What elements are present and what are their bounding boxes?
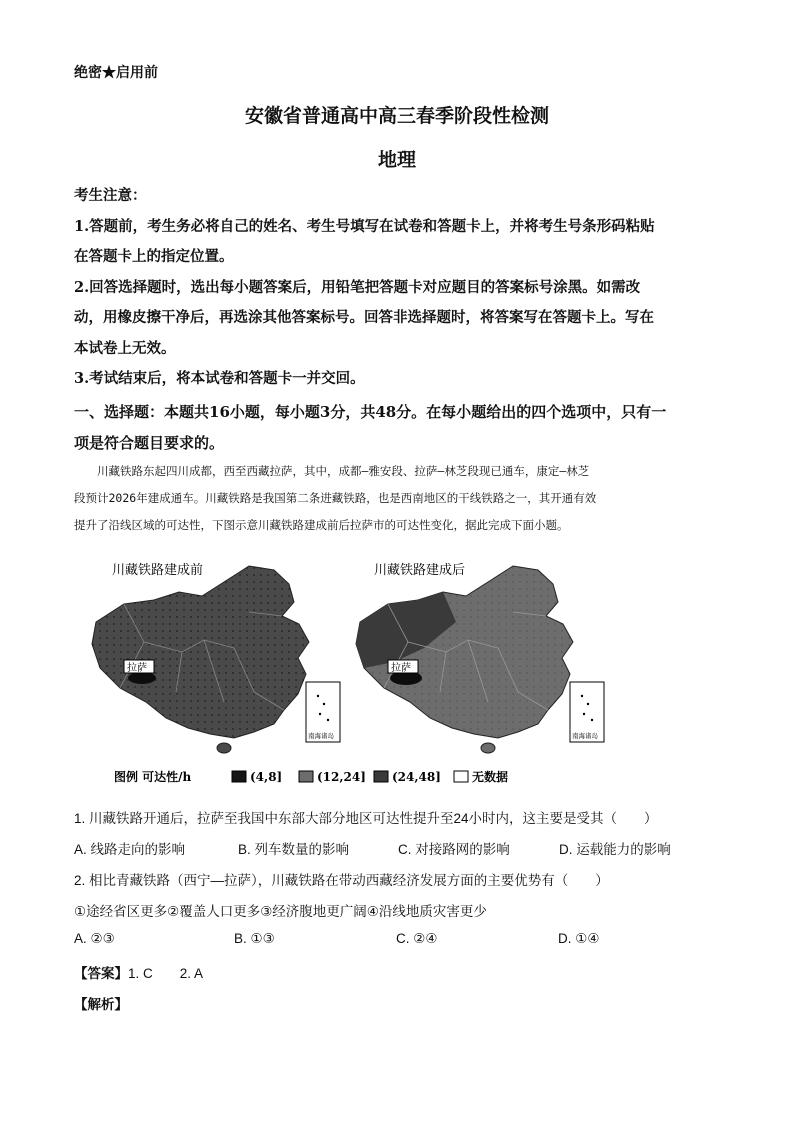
- hainan-after: [481, 743, 495, 753]
- accessibility-map-figure: [84, 552, 644, 792]
- question-2-statements: ①途经省区更多②覆盖人口更多③经济腹地更广阔④沿线地质灾害更少: [74, 904, 487, 919]
- subject-title: 地理: [377, 149, 416, 171]
- inset-dot: [591, 719, 593, 721]
- map-after: [356, 562, 604, 753]
- inset-label-before: 南海诸岛: [308, 732, 334, 740]
- map-legend: [114, 769, 508, 784]
- legend-swatch-24-48: [374, 771, 388, 782]
- map-before-title: 川藏铁路建成前: [112, 563, 204, 578]
- legend-label-no-data: 无数据: [472, 770, 509, 784]
- inset-dot: [583, 713, 585, 715]
- question-2-option-b[interactable]: B. ①③: [234, 931, 275, 946]
- analysis-line: [74, 993, 128, 1013]
- answer-text: 1. C 2. A: [128, 966, 204, 981]
- question-2-option-a[interactable]: A. ②③: [74, 931, 115, 946]
- notes-line: 3.考试结束后，将本试卷和答题卡一并交回。: [74, 370, 365, 387]
- hainan-before: [217, 743, 231, 753]
- map-texture-before: [92, 566, 309, 738]
- inset-dot: [587, 703, 589, 705]
- section-line: 项是符合题目要求的。: [74, 433, 225, 452]
- exam-notes: [74, 181, 724, 395]
- legend-prefix: 图例 可达性/h: [114, 770, 192, 784]
- inset-dot: [317, 695, 319, 697]
- map-figure-svg: [84, 552, 644, 792]
- notes-line: 2.回答选择题时，选出每小题答案后，用铅笔把答题卡对应题目的答案标号涂黑。如需改: [74, 278, 641, 296]
- section-line: 一、选择题：本题共16小题，每小题3分，共48分。在每小题给出的四个选项中，只有一: [74, 403, 667, 421]
- exam-title: 安徽省普通高中高三春季阶段性检测: [244, 105, 549, 127]
- city-label-after: 拉萨: [391, 663, 411, 674]
- map-before: [92, 562, 340, 753]
- answer-tag: 【答案】: [74, 966, 128, 981]
- question-1-option-b[interactable]: B. 列车数量的影响: [238, 842, 350, 857]
- notes-line: 在答题卡上的指定位置。: [74, 248, 234, 265]
- inset-dot: [327, 719, 329, 721]
- legend-swatch-4-8: [232, 771, 246, 782]
- passage-line: 提升了沿线区域的可达性，下图示意川藏铁路建成前后拉萨市的可达性变化，据此完成下面小题。: [74, 518, 569, 532]
- legend-label-4-8: (4,8]: [250, 770, 283, 784]
- inset-dot: [323, 703, 325, 705]
- question-1-option-d[interactable]: D. 运载能力的影响: [559, 842, 671, 857]
- answer-line: [74, 962, 203, 982]
- notes-line: 本试卷上无效。: [74, 339, 176, 357]
- notes-heading: 考生注意：: [74, 187, 147, 204]
- question-2-stem: 2. 相比青藏铁路（西宁—拉萨），川藏铁路在带动西藏经济发展方面的主要优势有（ ）: [74, 873, 609, 888]
- inset-dot: [581, 695, 583, 697]
- question-2-option-c[interactable]: C. ②④: [396, 931, 438, 946]
- legend-swatch-12-24: [299, 771, 313, 782]
- passage-line: 川藏铁路东起四川成都，西至西藏拉萨，其中，成都—雅安段、拉萨—林芝段现已通车，康定—林芝: [74, 464, 590, 478]
- reading-passage: [74, 458, 724, 539]
- analysis-tag: 【解析】: [74, 997, 128, 1012]
- question-1-option-a[interactable]: A. 线路走向的影响: [74, 842, 186, 857]
- legend-label-24-48: (24,48]: [392, 770, 441, 784]
- inset-label-after: 南海诸岛: [572, 732, 598, 740]
- map-after-title: 川藏铁路建成后: [374, 563, 466, 578]
- legend-label-12-24: (12,24]: [317, 770, 366, 784]
- inset-dot: [319, 713, 321, 715]
- section-heading: [74, 397, 724, 458]
- legend-swatch-no-data: [454, 771, 468, 782]
- notes-line: 动，用橡皮擦干净后，再选涂其他答案标号。回答非选择题时，将答案写在答题卡上。写在: [74, 309, 654, 326]
- passage-line: 段预计2026年建成通车。川藏铁路是我国第二条进藏铁路，也是西南地区的干线铁路之一，其开通有效: [74, 491, 597, 505]
- question-1-option-c[interactable]: C. 对接路网的影响: [398, 842, 510, 857]
- city-label-before: 拉萨: [127, 663, 147, 674]
- notes-line: 1.答题前，考生务必将自己的姓名、考生号填写在试卷和答题卡上，并将考生号条形码粘贴: [74, 217, 655, 235]
- question-2-option-d[interactable]: D. ①④: [558, 931, 600, 946]
- confidential-label: 绝密★启用前: [74, 65, 158, 81]
- question-1-stem: 1. 川藏铁路开通后，拉萨至我国中东部大部分地区可达性提升至24小时内，这主要是受其（ ）: [74, 811, 658, 826]
